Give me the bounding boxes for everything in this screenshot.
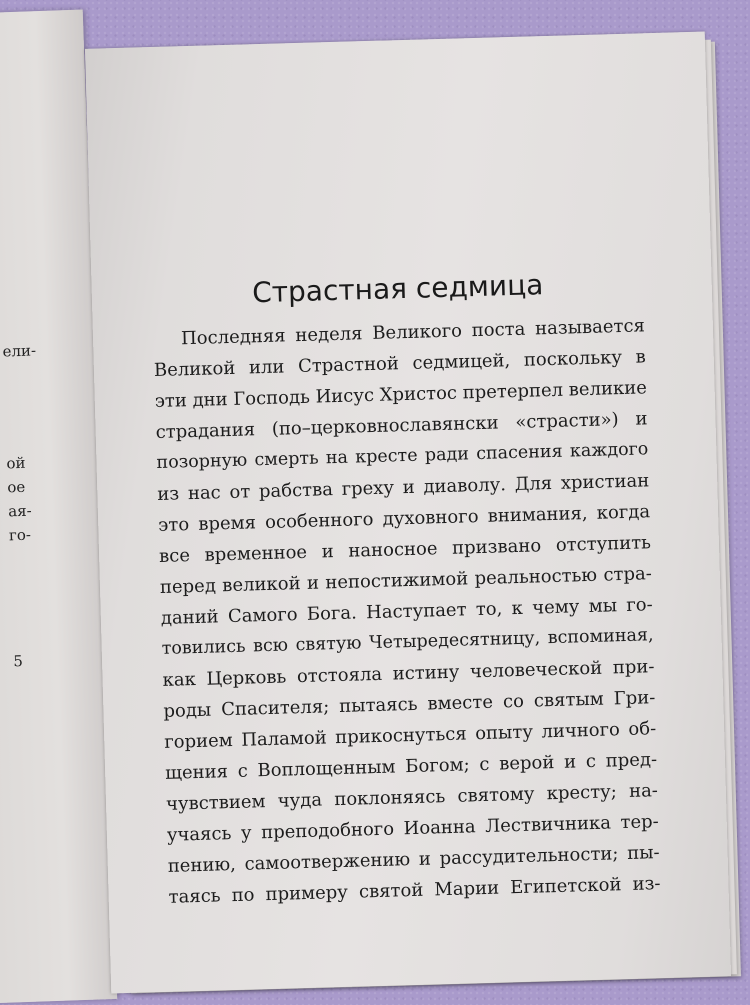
text-line: страдания (по–церковнославянски «страсти») и [155, 408, 648, 444]
previous-page-fragment: ое [6, 477, 26, 497]
text-line: Великой или Страстной седмицей, поскольку в [153, 346, 647, 382]
text-line: позорную смерть на кресте ради спасения каждого [156, 439, 649, 473]
text-line: роды Спасителя; пытаясь вместе со святым Гри- [163, 687, 656, 722]
text-line: эти дни Господь Иисус Христос претерпел великие [154, 377, 648, 413]
text-line: учаясь у преподобного Иоанна Лествичника тер- [166, 811, 660, 846]
book-page [85, 32, 731, 994]
text-line: таясь по примеру святой Марии Египетской из- [168, 873, 661, 908]
previous-page-fragment: ая- [7, 501, 32, 521]
text-line: чувствием чуда поклоняясь святому кресту; на- [165, 780, 659, 815]
text-line: это время особенного духовного внимания, когда [157, 501, 651, 536]
chapter-title: Страстная седмица [251, 268, 544, 310]
body-paragraph [153, 310, 661, 913]
previous-page-fragment: ели- [2, 341, 37, 361]
text-line: из нас от рабства греху и диаволу. Для христиан [157, 470, 650, 505]
page-content [151, 265, 661, 912]
text-line: даний Самого Бога. Наступает то, к чему мы го- [160, 594, 653, 629]
text-line: щения с Воплощенным Богом; с верой и с пред- [164, 749, 658, 784]
previous-page-fragment: ой [6, 453, 26, 473]
text-line: Последняя неделя Великого поста называется [180, 315, 646, 350]
text-line: перед великой и непостижимой реальностью стра- [159, 563, 653, 598]
text-line: все временное и наносное призвано отступить [158, 532, 652, 567]
previous-page-fragment: го- [8, 525, 32, 545]
text-line: товились всю святую Четыредесятницу, вспоминая, [161, 625, 654, 659]
text-line: как Церковь отстояла истину человеческой при- [162, 656, 655, 691]
text-line: пению, самоотвержению и рассудительности; пы- [167, 842, 660, 877]
previous-page-fragment: 5 [13, 651, 24, 671]
text-line: горием Паламой прикоснуться опыту личного об- [164, 718, 657, 753]
